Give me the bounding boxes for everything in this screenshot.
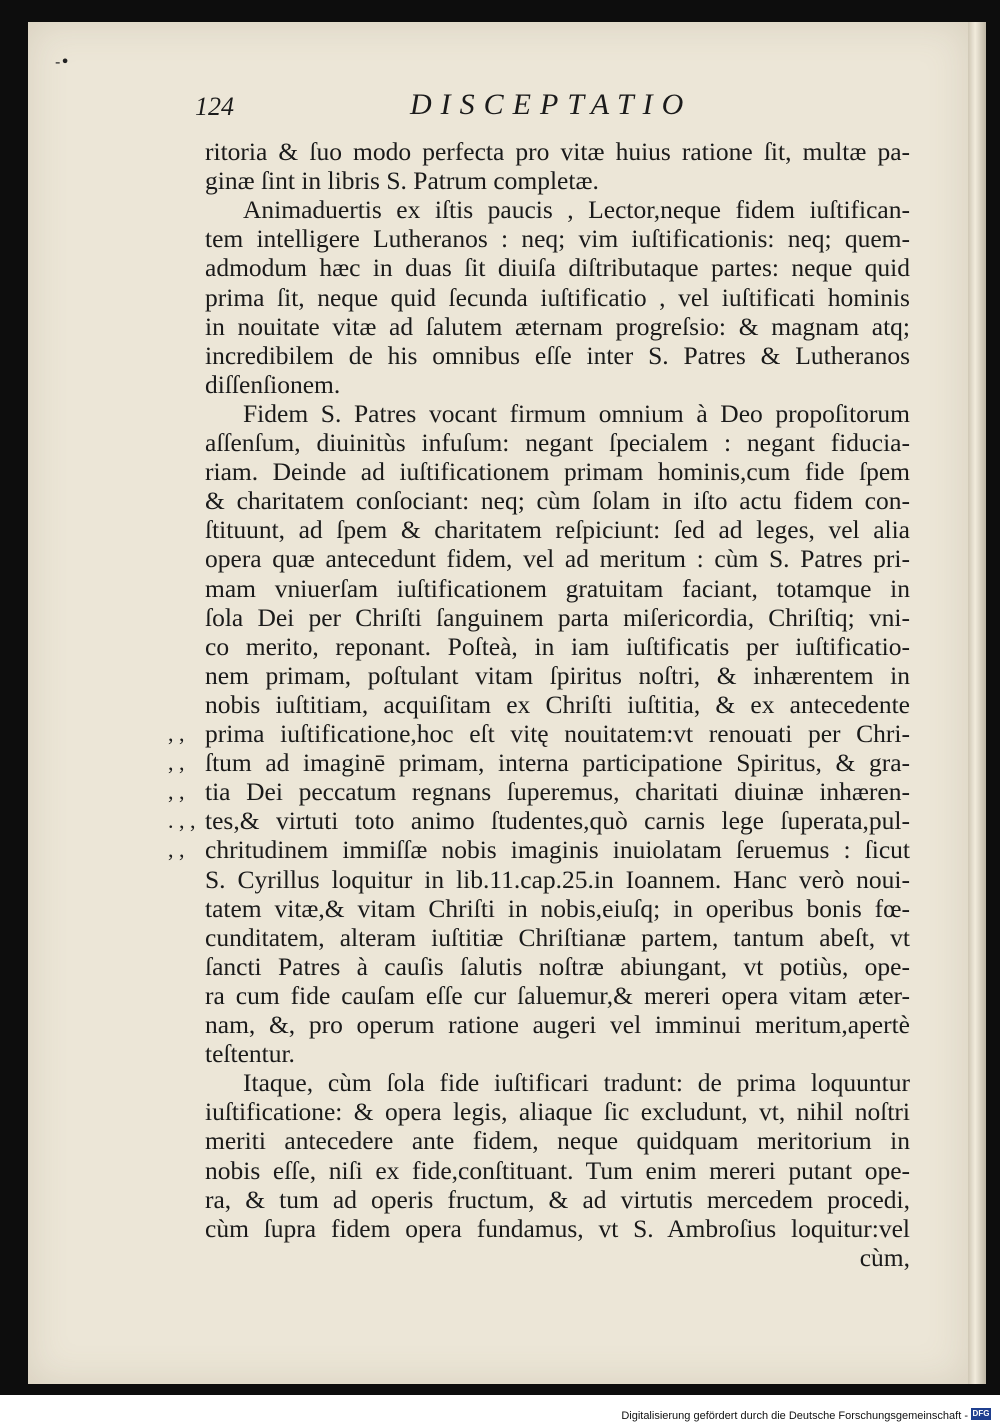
text-line: teſtentur. bbox=[205, 1039, 295, 1069]
marginal-quote-mark: , , bbox=[168, 750, 185, 776]
text-line: tia Dei peccatum regnans ſuperemus, charitati diuinæ inhæren- bbox=[205, 777, 910, 807]
page-edge bbox=[968, 22, 986, 1384]
marginal-quote-mark: . , , bbox=[168, 808, 196, 834]
text-line: ſtum ad imaginē primam, interna participatione Spiritus, & gra- bbox=[205, 748, 910, 778]
text-line: aſſenſum, diuinitùs infuſum: negant ſpecialem : negant fiducia- bbox=[205, 428, 910, 457]
text-line: cùm ſupra fidem opera fundamus, vt S. Ambroſius loquitur:vel bbox=[205, 1213, 910, 1243]
text-line: diſſenſionem. bbox=[205, 369, 341, 399]
text-line: prima ſit, neque quid ſecunda iuſtificatio , vel iuſtificati hominis bbox=[205, 282, 910, 312]
text-line: ſtituunt, ad ſpem & charitatem reſpiciunt: ſed ad leges, vel alia bbox=[205, 515, 910, 545]
text-line: nem primam, poſtulant vitam ſpiritus noſtri, & inhærentem in bbox=[205, 660, 910, 690]
dfg-logo: DFG bbox=[972, 1409, 990, 1418]
marginal-quote-mark: , , bbox=[168, 837, 185, 863]
text-line: ginæ ſint in libris S. Patrum completæ. bbox=[205, 166, 599, 196]
text-line: nobis iuſtitiam, acquiſitam ex Chriſti iuſtitia, & ex antecedente bbox=[205, 689, 910, 719]
marginal-quote-mark: , , bbox=[168, 779, 185, 805]
text-line: incredibilem de his omnibus eſſe inter S. Patres & Lutheranos bbox=[205, 340, 910, 370]
text-line: Itaque, cùm ſola fide iuſtificari tradunt: de prima loquuntur bbox=[243, 1068, 910, 1098]
folio-number: 124 bbox=[195, 92, 234, 121]
text-line: ra cum fide cauſam eſſe cur ſaluemur,& mereri opera vitam æter- bbox=[205, 980, 910, 1010]
text-line: chritudinem immiſſæ nobis imaginis inuiolatam ſeruemus : ſicut bbox=[205, 835, 910, 865]
marginal-quote-mark: , , bbox=[168, 721, 185, 746]
text-line: Fidem S. Patres vocant firmum omnium à Deo propoſitorum bbox=[243, 398, 910, 428]
text-line: co merito, reponant. Poſteà, in iam iuſtificatis per iuſtificatio- bbox=[205, 631, 910, 661]
text-line: opera quæ antecedunt fidem, vel ad meritum : cùm S. Patres pri- bbox=[205, 544, 910, 574]
text-line: in nouitate vitæ ad ſalutem æternam progreſsio: & magnam atq; bbox=[205, 311, 910, 341]
running-title: DISCEPTATIO bbox=[410, 88, 693, 121]
text-line: cunditatem, alteram iuſtitiæ Chriſtianæ partem, tantum abeſt, vt bbox=[205, 922, 910, 952]
text-line: iuſtificatione: & opera legis, aliaque ſic excludunt, vt, nihil noſtri bbox=[205, 1097, 910, 1127]
text-line: mam vniuerſam iuſtificationem gratuitam faciant, totamque in bbox=[205, 573, 910, 603]
footer-credit: Digitalisierung gefördert durch die Deutsche Forschungsgemeinschaft - bbox=[621, 1410, 968, 1422]
text-line: nobis eſſe, niſi ex fide,conſtituant. Tum enim mereri putant ope- bbox=[205, 1155, 910, 1185]
text-line: S. Cyrillus loquitur in lib.11.cap.25.in Ioannem. Hanc verò noui- bbox=[205, 864, 910, 894]
text-line: tatem vitæ,& vitam Chriſti in nobis,eiuſq; in operibus bonis fœ- bbox=[205, 893, 910, 923]
text-line: nam, &, pro operum ratione augeri vel imminui meritum,apertè bbox=[205, 1010, 910, 1039]
text-line: riam. Deinde ad iuſtificationem primam hominis,cum fide ſpem bbox=[205, 457, 910, 487]
text-line: ſancti Patres à cauſis ſalutis noſtræ abiungant, vt potiùs, ope- bbox=[205, 951, 910, 981]
text-line: ra, & tum ad operis fructum, & ad virtutis mercedem procedi, bbox=[205, 1184, 910, 1214]
text-line: admodum hæc in duas ſit diuiſa diſtributaque partes: neque quid bbox=[205, 253, 910, 283]
text-line: meriti antecedere ante fidem, neque quidquam meritorium in bbox=[205, 1126, 910, 1156]
text-line: tem intelligere Lutheranos : neq; vim iuſtificationis: neq; quem- bbox=[205, 224, 910, 254]
page-header bbox=[195, 88, 895, 128]
text-line: ſola Dei per Chriſti ſanguinem parta miſericordia, Chriſtiq; vni- bbox=[205, 602, 910, 632]
margin-mark: -• bbox=[55, 52, 70, 71]
text-line: tes,& virtuti toto animo ſtudentes,quò carnis lege ſuperata,pul- bbox=[205, 806, 910, 836]
text-line: Animaduertis ex iſtis paucis , Lector,neque fidem iuſtifican- bbox=[243, 195, 910, 225]
text-line: & charitatem conſociant: neq; cùm ſolam in iſto actu fidem con- bbox=[205, 486, 910, 516]
text-line: cùm, bbox=[859, 1242, 910, 1272]
text-line: ritoria & ſuo modo perfecta pro vitæ huius ratione ſit, multæ pa- bbox=[205, 137, 910, 166]
text-line: prima iuſtificatione,hoc eſt vitę nouitatem:vt renouati per Chri- bbox=[205, 719, 910, 748]
